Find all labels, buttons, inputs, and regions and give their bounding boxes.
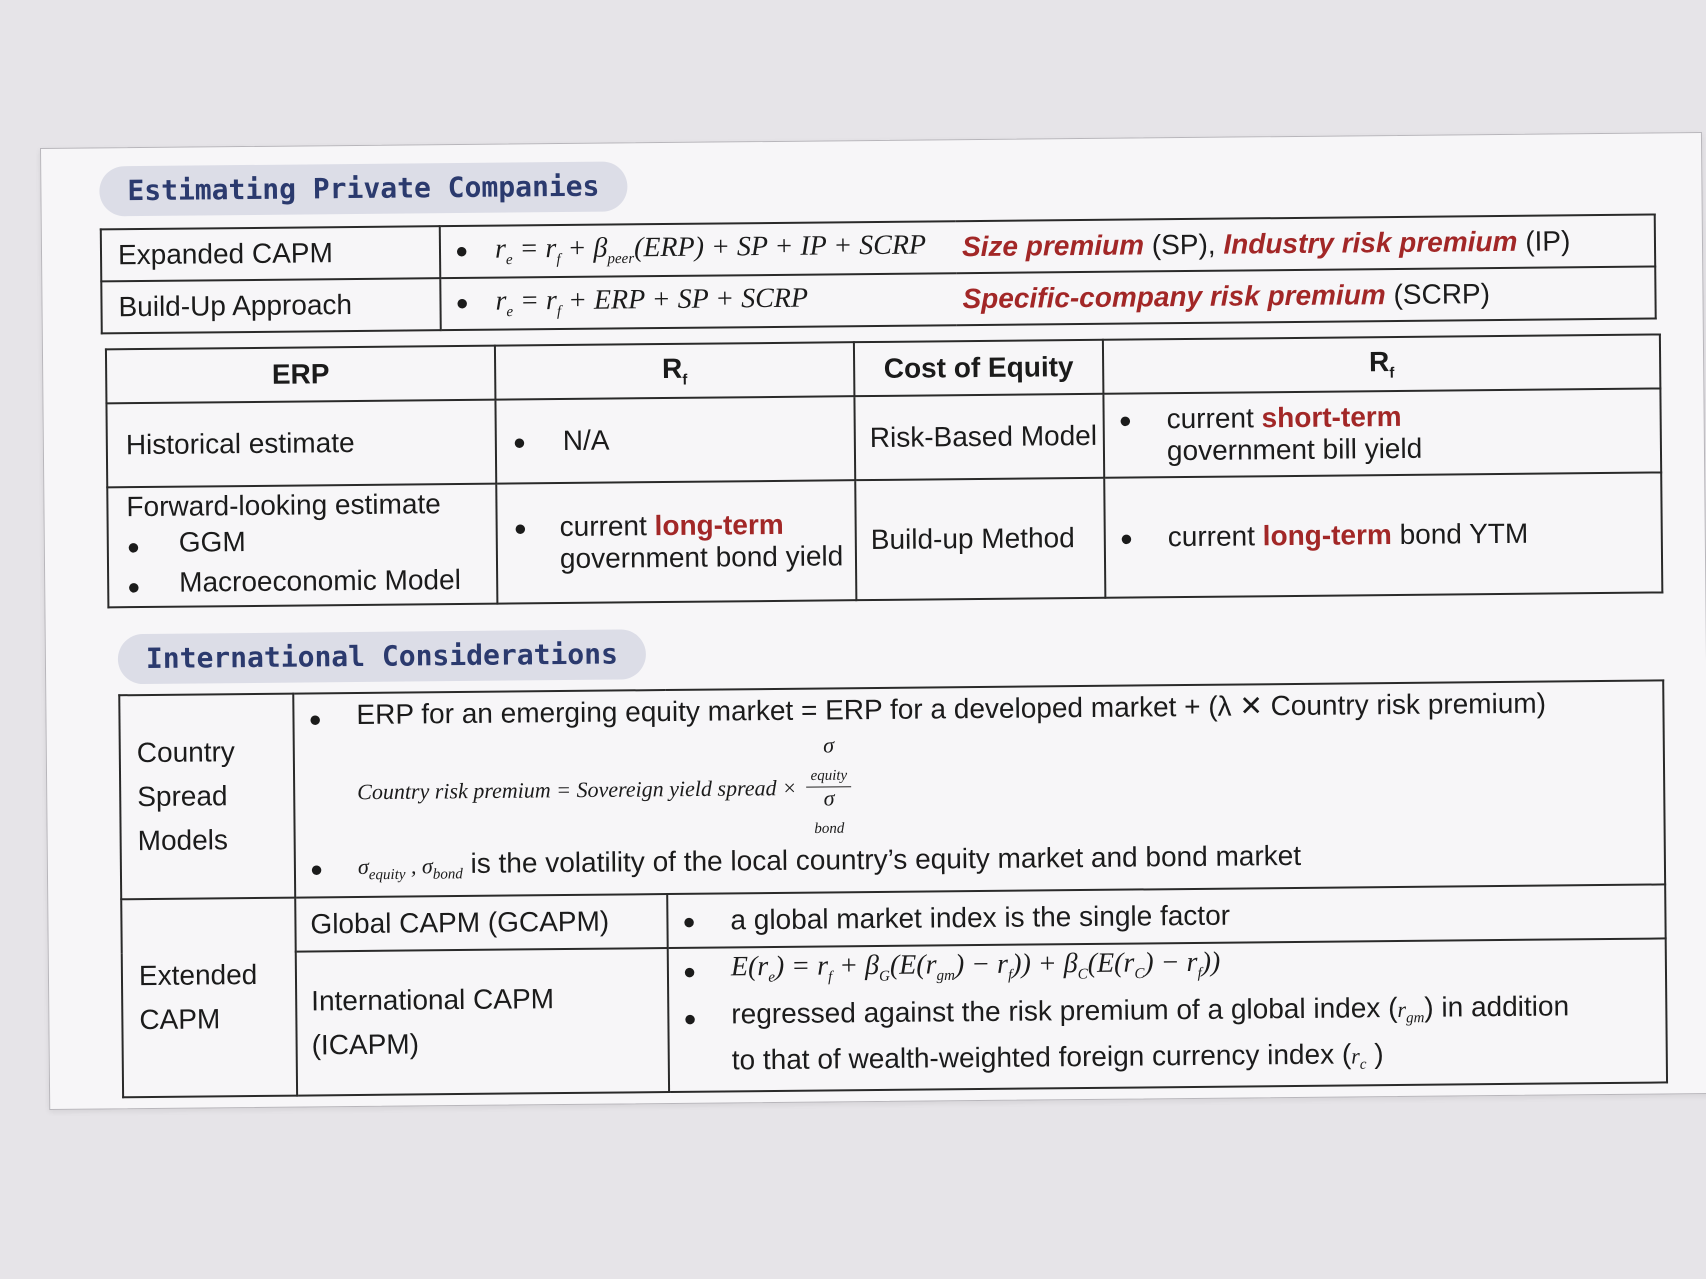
coe-build-up: Build-up Method <box>855 478 1105 600</box>
extended-capm-label: Extended CAPM <box>121 898 297 1097</box>
erp-forward: Forward-looking estimate ● GGM ● Macroeconomic Model <box>107 484 497 608</box>
country-spread-label: Country Spread Models <box>119 694 295 900</box>
coe-risk-based: Risk-Based Model <box>854 394 1104 480</box>
bullet-icon: ● <box>682 908 696 935</box>
table-row <box>119 680 1665 899</box>
erp-historical: Historical estimate <box>106 400 496 488</box>
model-formula: ● $r_e = r_f + \beta_{peer}(ERP)$ + SP + IP + SCRP <box>440 221 956 278</box>
header-rf: $R_f$ <box>495 342 855 399</box>
gcapm-desc: ● a global market index is the single factor <box>667 885 1665 949</box>
bullet-icon: ● <box>1119 525 1134 551</box>
table-row <box>107 472 1662 607</box>
icapm-label: International CAPM (ICAPM) <box>296 948 669 1095</box>
bullet-icon: ● <box>513 515 528 541</box>
capm-table <box>100 213 1657 334</box>
section-title-private: Estimating Private Companies <box>99 161 627 216</box>
table-row <box>122 939 1667 1097</box>
model-name: Build-Up Approach <box>101 278 440 333</box>
model-formula: ● $r_e = r_f$ + ERP + SP + SCRP <box>440 273 956 330</box>
bullet-icon: ● <box>126 534 141 560</box>
bullet-icon: ● <box>683 1005 697 1031</box>
bullet-icon: ● <box>127 574 141 600</box>
header-cost-of-equity: Cost of Equity <box>854 340 1104 396</box>
model-note: Size premium (SP), Industry risk premium (IP) <box>956 215 1655 274</box>
header-erp: ERP <box>106 346 496 404</box>
rf-na: ● N/A <box>495 396 855 483</box>
bullet-icon: ● <box>308 706 322 732</box>
table-row <box>106 388 1661 487</box>
model-name: Expanded CAPM <box>101 226 440 281</box>
page <box>40 132 1706 1110</box>
bullet-icon: ● <box>309 856 324 882</box>
bullet-icon: ● <box>1118 407 1133 433</box>
country-spread-content: ● ERP for an emerging equity market = ERP for a developed market + (λ ✕ Country risk premium) Country risk premium = Sovereign yield spread × σ $_{equity}$ σ $_{bond}$ ● $\sigma_{equity}$ , $\sigma_{bond}$ is the volatility of the local country’s equity market and bond market <box>293 680 1665 897</box>
rf-long-term: ● current long-term government bond yield <box>496 480 856 603</box>
section-title-international: International Considerations <box>118 629 646 684</box>
gcapm-label: Global CAPM (GCAPM) <box>295 894 668 952</box>
model-note: Specific-company risk premium (SCRP) <box>956 267 1655 326</box>
bullet-icon: ● <box>682 958 697 985</box>
bullet-icon: ● <box>454 238 469 264</box>
rf2-long-term: ● current long-term bond YTM <box>1104 472 1662 597</box>
international-table <box>118 679 1668 1097</box>
icapm-desc: ● $E(r_e) = r_f + \beta_G(E(r_{gm}) - r_f)) + \beta_C(E(r_C) - r_f)$) ● regressed against the risk premium of a global index $(r_{gm})$ in addition to that of wealth-weighted foreign currency index ($r_c$ ) <box>668 939 1667 1092</box>
rf2-short-term: ● current short-term government bill yield <box>1103 388 1661 477</box>
volatility-fraction: σ $_{equity}$ σ $_{bond}$ <box>806 734 852 840</box>
bullet-icon: ● <box>455 290 469 316</box>
erp-table <box>105 333 1663 608</box>
bullet-icon: ● <box>512 429 527 455</box>
header-rf-2: $R_f$ <box>1103 334 1660 393</box>
